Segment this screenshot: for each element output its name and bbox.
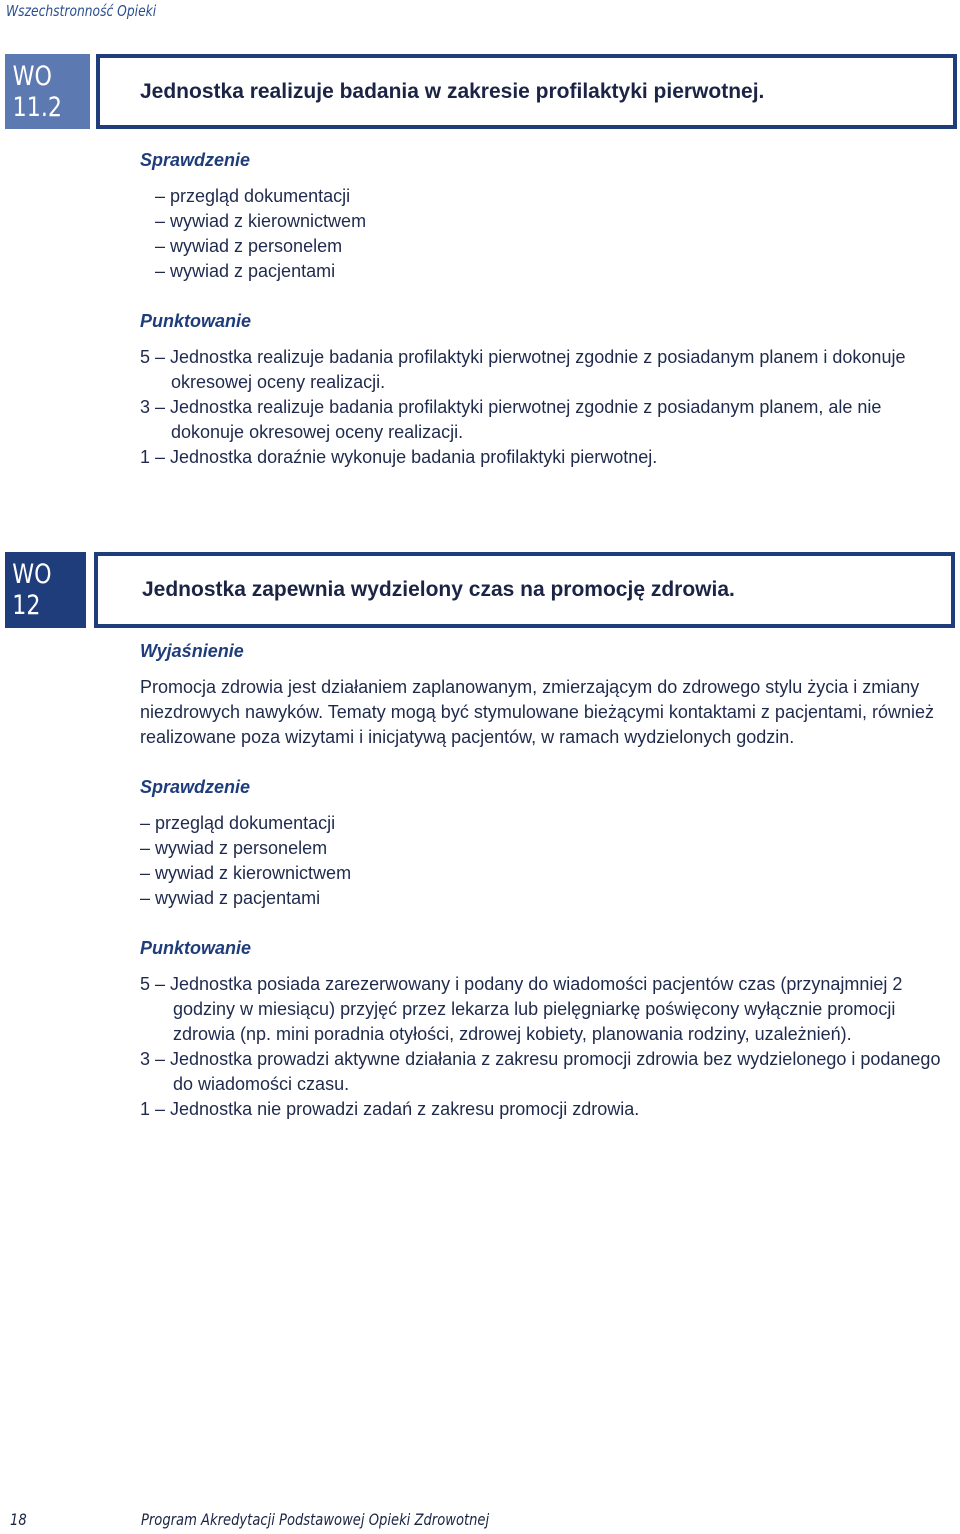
list-item: – wywiad z kierownictwem xyxy=(155,211,367,231)
page-number: 18 xyxy=(10,1510,27,1529)
list-item: – wywiad z pacjentami xyxy=(140,888,321,908)
section-code-label: WO 12 xyxy=(12,559,52,621)
section-title-box xyxy=(96,54,957,129)
section-code-label: WO 11.2 xyxy=(12,60,62,123)
score-list xyxy=(140,972,955,1122)
section2-content xyxy=(140,639,958,1122)
list-item: – wywiad z pacjentami xyxy=(155,261,336,281)
explain-heading: Wyjaśnienie xyxy=(140,641,244,661)
section-title: Jednostka realizuje badania w zakresie profilaktyki pierwotnej. xyxy=(140,79,765,103)
list-item: – wywiad z personelem xyxy=(140,838,328,858)
list-item: 5 – Jednostka realizuje badania profilaktyki pierwotnej zgodnie z posiadanym planem i dokonuje okresowej oceny realizacji. xyxy=(140,347,906,392)
score-heading: Punktowanie xyxy=(140,938,252,958)
section-code-wo-12 xyxy=(5,552,86,628)
list-item: – wywiad z kierownictwem xyxy=(140,863,352,883)
list-item: – przegląd dokumentacji xyxy=(155,186,351,206)
list-item: 3 – Jednostka prowadzi aktywne działania z zakresu promocji zdrowia bez wydzielonego i podanego do wiadomości czasu. xyxy=(140,1049,941,1094)
check-heading: Sprawdzenie xyxy=(140,150,251,170)
list-item: – wywiad z personelem xyxy=(155,236,343,256)
check-list xyxy=(140,811,958,911)
section-title-box xyxy=(94,552,955,628)
list-item: – przegląd dokumentacji xyxy=(140,813,336,833)
section-title: Jednostka zapewnia wydzielony czas na promocję zdrowia. xyxy=(142,578,735,601)
score-list xyxy=(140,345,940,470)
running-head: Wszechstronność Opieki xyxy=(6,2,157,20)
check-list xyxy=(140,184,958,284)
list-item: 3 – Jednostka realizuje badania profilaktyki pierwotnej zgodnie z posiadanym planem, ale nie dokonuje okresowej oceny realizacji. xyxy=(140,397,882,442)
score-heading: Punktowanie xyxy=(140,311,252,331)
list-item: 5 – Jednostka posiada zarezerwowany i podany do wiadomości pacjentów czas (przynajmniej 2 godziny w miesiącu) przyjęć przez lekarza lub pielęgniarkę poświęcony wyłącznie promocji zdrowia (np. mini poradnia otyłości, zdrowej kobiety, planowania rodziny, uzależnień). xyxy=(140,974,903,1044)
list-item: 1 – Jednostka nie prowadzi zadań z zakresu promocji zdrowia. xyxy=(140,1099,640,1119)
check-heading: Sprawdzenie xyxy=(140,777,251,797)
explanation-text: Promocja zdrowia jest działaniem zaplanowanym, zmierzającym do zdrowego stylu życia i zmiany niezdrowych nawyków. Tematy mogą być stymulowane bieżącymi kontaktami z pacjentami, również realizowane poza wizytami i inicjatywą pacjentów, w ramach wydzielonych godzin. xyxy=(140,677,935,747)
section1-content xyxy=(140,148,958,470)
footer-title: Program Akredytacji Podstawowej Opieki Zdrowotnej xyxy=(141,1510,490,1529)
section-code-wo-11-2 xyxy=(5,54,90,129)
list-item: 1 – Jednostka doraźnie wykonuje badania profilaktyki pierwotnej. xyxy=(140,447,658,467)
